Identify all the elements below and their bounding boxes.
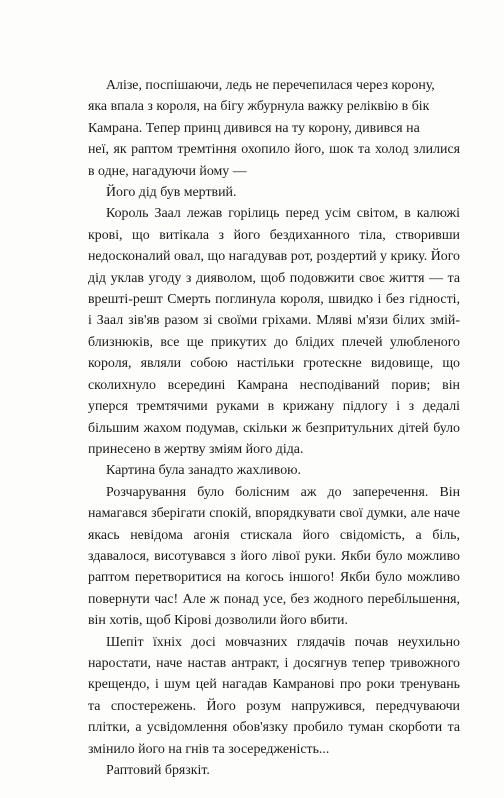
- paragraph-7: Раптовий брязкіт.: [106, 763, 210, 778]
- paragraph-6: Шепіт їхніх досі мовчазних глядачів почав неухильно наростати, наче настав антракт, і досягнув тепер тривожного крещендо, і шум цей нагадав Камранові про роки тренувань та спостережень. Його розум напружився, передчуваючи плітки, а усвідомлення обов'язку пробило туман скорботи та змінило його на гнів та зосередженість...: [88, 634, 460, 757]
- paragraph-3: Король Заал лежав горілиць перед усім світом, в калюжі крові, що витікала з його бездиханного тіла, створивши недосконалий овал, що нагадував рот, роздертий у крику. Його дід уклав угоду з дияволом, щоб подовжити своє життя — та врешті-решт Смерть поглинула короля, швидко і без гідності, і Заал зів'яв разом зі своїми гріхами. Мляві м'язи білих змій-близнюків, все ще прикутих до блідих плечей улюбленого короля, являли собою настільки гротескне видовище, що сколихнуло всередині Камрана несподіваний порив; він уперся тремтячими руками в крижану підлогу і з дедалі більшим жахом подумав, скільки ж безпритульних дітей було принесено в жертву зміям його діда.: [88, 206, 460, 457]
- paragraph-4: Картина була занадто жахливою.: [106, 463, 301, 479]
- paragraph-1: Алізе, поспішаючи, ледь не перечепилася через корону, яка впала з короля, на бігу жбурнула важку реліквію в бік Камрана. Тепер принц дивився на ту корону, дивився на неї, як раптом тремтіння охопило його, шок та холод злилися в одне, нагадуючи йому —: [88, 78, 460, 179]
- paragraph-5: Розчарування було болісним аж до заперечення. Він намагався зберігати спокій, впорядкувати свої думки, але наче якась невідома агонія стискала його свідомість, а біль, здавалося, висотувався з його лівої руки. Якби було можливо раптом перетворитися на когось іншого! Якби було можливо повернути час! Але ж понад усе, без жодного перебільшення, він хотів, щоб Кірові дозволили його вбити.: [88, 484, 460, 629]
- paragraph-2: Його дід був мертвий.: [106, 185, 237, 201]
- body-text: [88, 75, 460, 781]
